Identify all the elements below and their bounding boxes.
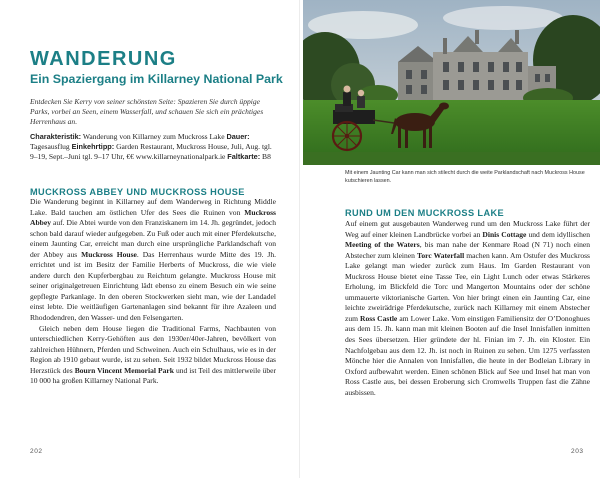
place-name: Dinis Cottage (482, 229, 527, 239)
place-name: Muckross House (81, 249, 137, 259)
paragraph-text: am Lower Lake. Vom einstigen Familiensitz der O’Donoghues aus dem 15. Jh. kann man mit kleinen Booten auf die Insel Innisfallen inmitten des Sees übersetzen. Hier gründete der hl. Finian im 7. Jh. ein Kloster. Ein Nachfolgebau aus dem 12. Jh. ist noch in Ruinen zu sehen. Um 1275 verfassten Mönche hier die Annalen von Innisfallen, die heute in der Bodleian Library in Oxford aufbewahrt werden. Einen schönen Blick auf See und Insel hat man von Ross Castle aus, bei dessen Eroberung sich Cromwells Truppen fast die Zähne ausbissen. (345, 313, 590, 397)
photo-illustration (303, 0, 600, 165)
fact-label-map: Faltkarte: (227, 152, 261, 162)
paragraph-text: . Das Herrenhaus wurde Mitte des 19. Jh. errichtet und ist im Besitz der Familie Herberts of Muckross, die wie viele andere durch den Kupferbergbau zu Reichtum gelangte. Muckross House mit seiner originalgetreuen Einrichtung lädt ebenso zu einem Besuch ein wie seine gepflegte Parkanlage. In den oberen Stockwerken sieht man, wie der Landadel einst lebte. Die weitläufigen Gartenanlagen sind bekannt für ihre Azaleen und Rhododendren, den Wasser- und den Felsengarten. (30, 249, 277, 323)
page-number-left: 202 (30, 448, 43, 455)
section-heading-muckross: MUCKROSS ABBEY UND MUCKROSS HOUSE (30, 187, 245, 197)
page-subtitle: Ein Spaziergang im Killarney National Park (30, 72, 283, 86)
photo-caption: Mit einem Jaunting Car kann man sich stilecht durch die weite Parklandschaft nach Muckross House kutschieren lassen. (345, 170, 585, 184)
facts-box (30, 132, 276, 163)
fact-value-restaurant: Garden Restaurant, Muckross House, Juli, Aug. tgl. 9–19, Sept.–Juni tgl. 9–17 Uhr, €€ www.killarneynationalpark.ie (30, 142, 272, 162)
page-number-right: 203 (571, 448, 584, 455)
section-heading-lake: RUND UM DEN MUCKROSS LAKE (345, 208, 505, 218)
page-title: WANDERUNG (30, 48, 177, 70)
muckross-house-photo (303, 0, 600, 165)
place-name: Ross Castle (360, 313, 398, 323)
paragraph-text: auf. Die Abtei wurde von den Franziskanern im 14. Jh. gegründet, jedoch schon bald darauf wieder aufgegeben. Zu Fuß oder auch mit einer Pferdekutsche, einem Jaunting Car, erreicht man durch eine ursprüngliche Parklandschaft von der Abbey aus (30, 218, 276, 259)
paragraph-text: und ist Teil des mittlerweile über 10 000 ha großen Killarney National Park. (30, 365, 276, 386)
place-name: Torc Waterfall (417, 250, 465, 260)
paragraph-text: Gleich neben dem House liegen die Traditional Farms, Nachbauten von unterschiedlichen Kerry-Gehöften aus den 1930er/40er-Jahren, bevölkert von zahlreichen Hühnern, Pferden und Schweinen. Auch ein Schulhaus, wie es in der Region ab 1910 gebaut wurde, ist zu sehen. Seit 1932 bildet Muckross House das Herzstück des (30, 323, 276, 375)
fact-value-characteristic: Wanderung von Killarney zum Muckross Lake (81, 132, 227, 141)
paragraph-text: und dem idyllischen (526, 229, 591, 239)
place-name: Bourn Vincent Memorial Park (74, 365, 174, 375)
left-body-text (30, 197, 276, 387)
intro-text: Entdecken Sie Kerry von seiner schönsten Seite: Spazieren Sie durch üppige Parks, vorbei an Seen, einem Wasserfall, und schauen Sie sich ein prächtiges Herrenhaus an. (30, 97, 264, 127)
paragraph-text: machen kann. Am Ostufer des Muckross Lake gelangt man wieder zurück zum Haus. Im Garden Restaurant von Muckross House bietet eine Tasse Tee, ein Light Lunch oder etwas Stärkeres Erholung, im Blickfeld die Torc und Mangerton Mountains oder der schöne ummauerte viktorianische Garten. Von hier bringt einen ein Jaunting Car, eine leichte zweirädrige Pferdekutsche, zurück nach Killarney mit einem Abstecher zum (345, 250, 590, 323)
paragraph-text: Auf einem gut ausgebauten Wanderweg rund um den Muckross Lake führt der Weg auf einer kleinen Landbrücke vorbei an (345, 219, 590, 239)
place-name: Muckross Abbey (30, 207, 276, 228)
right-body-text (345, 219, 590, 398)
place-name: Meeting of the Waters (345, 240, 420, 250)
fact-label-restaurant: Einkehrtipp: (71, 142, 115, 152)
right-page (300, 0, 600, 478)
fact-label-characteristic: Charakteristik: (30, 132, 82, 141)
paragraph-text: , bis man nahe der Kenmare Road (N 71) noch einen Abstecher zum kleinen (345, 240, 591, 260)
paragraph-text: Die Wanderung beginnt in Killarney auf dem Wanderweg in Richtung Middle Lake. Bald tauchen am östlichen Ufer des Sees die Ruinen von (30, 197, 276, 217)
fact-value-duration: Tagesausflug (30, 142, 72, 152)
fact-value-map: B8 (260, 152, 271, 162)
fact-label-duration: Dauer: (226, 132, 250, 141)
